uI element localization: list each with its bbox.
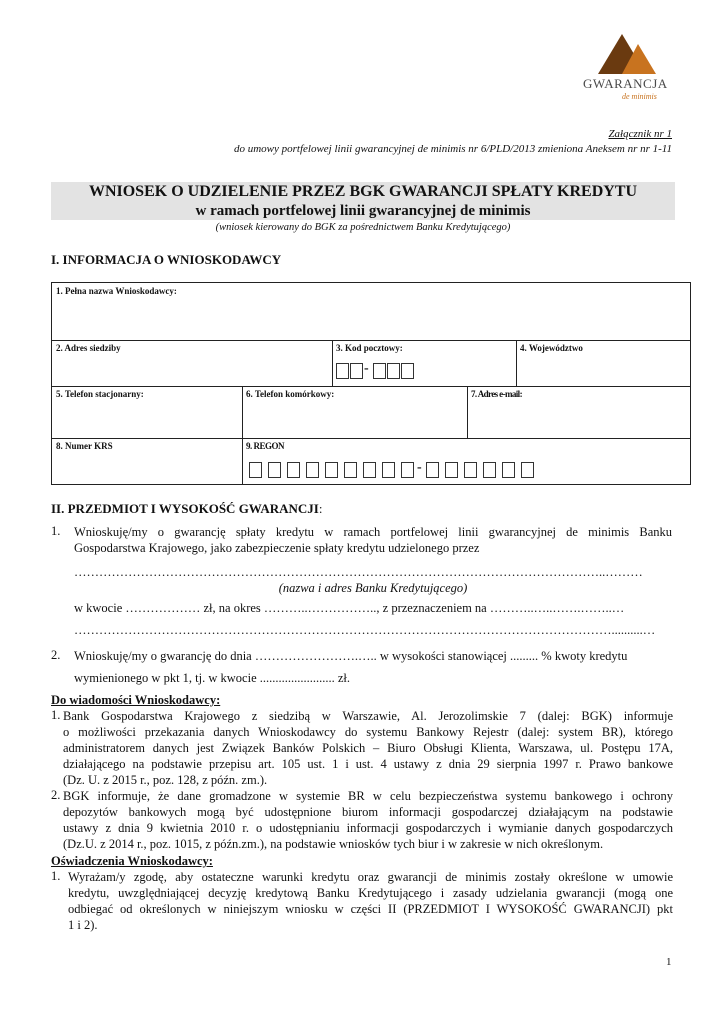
field-regon[interactable]: 9. REGON xyxy=(246,441,285,451)
bank-name-field[interactable]: ………………………………………………………………………………………………………………..……… xyxy=(74,565,643,579)
regon-digit-box[interactable] xyxy=(426,462,439,478)
field-voivodeship[interactable]: 4. Województwo xyxy=(520,343,583,353)
field-landline-phone[interactable]: 5. Telefon stacjonarny: xyxy=(56,389,144,399)
field-address[interactable]: 2. Adres siedziby xyxy=(56,343,121,353)
regon-digit-box[interactable] xyxy=(401,462,414,478)
field-mobile-phone[interactable]: 6. Telefon komórkowy: xyxy=(246,389,335,399)
gwarancja-logo-icon xyxy=(598,34,656,76)
regon-digit-box[interactable] xyxy=(382,462,395,478)
declarations-heading: Oświadczenia Wnioskodawcy: xyxy=(51,854,213,868)
regon-digit-box[interactable] xyxy=(464,462,477,478)
regon-digit-box[interactable] xyxy=(325,462,338,478)
declaration-1-text: Wyrażam/y zgodę, aby ostateczne warunki kredytu oraz gwarancji de minimis zostały określone w umowie kredytu, uwzględniającej decyzję kredytową Banku Kredytującego i zasady udzielania gwarancji (mogą one odbiegać od określonych w niniejszym wniosku w części II (PRZEDMIOT I WYSOKOŚĆ GWARANCJI) pkt 1 i 2). xyxy=(68,870,673,932)
regon-digit-box[interactable] xyxy=(287,462,300,478)
section-2-heading: II. PRZEDMIOT I WYSOKOŚĆ GWARANCJI: xyxy=(51,501,323,516)
field-full-name[interactable]: 1. Pełna nazwa Wnioskodawcy: xyxy=(56,286,177,296)
notice-1-text: Bank Gospodarstwa Krajowego z siedzibą w Warszawie, Al. Jerozolimskie 7 (dalej: BGK) informuje o możliwości przekazania danych Wnioskodawcy do systemu Bankowy Rejestr (dalej: system BR), którego administratorem danych jest Związek Banków Polskich – Biuro Obsługi Klienta, Warszawa, ul. Postępu 17A, działającego na podstawie przepisu art. 105 ust. 1 i ust. 4 ustawy z dnia 29 sierpnia 1997 r. Prawo bankowe (Dz. U. z 2015 r., poz. 128, z późn. zm.). xyxy=(63,709,673,787)
bank-caption: (nazwa i adres Banku Kredytującego) xyxy=(278,581,468,595)
postal-digit-box[interactable] xyxy=(336,363,349,379)
postal-digit-box[interactable] xyxy=(350,363,363,379)
applicant-info-table: 1. Pełna nazwa Wnioskodawcy: 2. Adres siedziby 3. Kod pocztowy: 4. Województwo 5. Telefon stacjonarny: 6. Telefon komórkowy: 7. Adres e-mail: 8. Numer KRS 9. REGON - - xyxy=(51,282,691,485)
regon-digit-box[interactable] xyxy=(363,462,376,478)
notice-heading: Do wiadomości Wnioskodawcy: xyxy=(51,693,221,707)
regon-digit-box[interactable] xyxy=(483,462,496,478)
item-1-text: Wnioskuję/my o gwarancję spłaty kredytu w ramach portfelowej linii gwarancyjnej de minimis Banku Gospodarstwa Krajowego, jako zabezpieczenie spłaty kredytu udzielonego przez xyxy=(74,525,672,555)
notice-2-text: BGK informuje, że dane gromadzone w systemie BR w celu bezpieczeństwa systemu bankowego i ochrony depozytów bankowych mogą być udostępnione biurom informacji gospodarczej działającym na podstawie ustawy z dnia 9 kwietnia 2010 r. o udostępnianiu informacji gospodarczych i wymianie danych gospodarczych (Dz.U. z 2014 r., poz. 1015, z późn.zm.), na podstawie wniosków tych biur i w zakresie w nich określonym. xyxy=(63,789,673,851)
amount-period-purpose-line[interactable]: w kwocie ……………… zł, na okres ………..…………….., z przeznaczeniem na ………..…..…….……..… xyxy=(74,601,625,615)
regon-digit-box[interactable] xyxy=(502,462,515,478)
postal-digit-box[interactable] xyxy=(401,363,414,379)
section-1-heading: I. INFORMACJA O WNIOSKODAWCY xyxy=(51,252,282,267)
annex-description: do umowy portfelowej linii gwarancyjnej de minimis nr 6/PLD/2013 zmieniona Aneksem nr nr 1-11 xyxy=(233,143,672,155)
field-email[interactable]: 7. Adres e-mail: xyxy=(471,389,522,399)
postal-digit-box[interactable] xyxy=(387,363,400,379)
regon-digit-box[interactable] xyxy=(521,462,534,478)
annex-label: Załącznik nr 1 xyxy=(608,128,672,140)
regon-digit-box[interactable] xyxy=(306,462,319,478)
item-2-number: 2. xyxy=(51,648,61,662)
item-2-line-1[interactable]: Wnioskuję/my o gwarancję do dnia …………………….….. w wysokości stanowiącej ......... % kwoty kredytu xyxy=(74,649,628,663)
notice-2-number: 2. xyxy=(51,788,61,802)
regon-digit-box[interactable] xyxy=(445,462,458,478)
declaration-1-number: 1. xyxy=(51,869,61,883)
notice-1-number: 1. xyxy=(51,708,61,722)
purpose-continuation-field[interactable]: …………………………………………………………………………………………………………………..........… xyxy=(74,623,656,637)
document-note: (wniosek kierowany do BGK za pośrednictwem Banku Kredytującego) xyxy=(215,222,511,233)
field-postal-code[interactable]: 3. Kod pocztowy: xyxy=(336,343,403,353)
logo-subtitle: de minimis xyxy=(622,92,657,101)
regon-digit-box[interactable] xyxy=(344,462,357,478)
field-krs[interactable]: 8. Numer KRS xyxy=(56,441,113,451)
document-title: WNIOSEK O UDZIELENIE PRZEZ BGK GWARANCJI SPŁATY KREDYTU xyxy=(88,183,638,200)
regon-digit-box[interactable] xyxy=(249,462,262,478)
postal-digit-box[interactable] xyxy=(373,363,386,379)
page-number: 1 xyxy=(666,956,672,968)
regon-digit-box[interactable] xyxy=(268,462,281,478)
document-subtitle: w ramach portfelowej linii gwarancyjnej de minimis xyxy=(195,203,531,219)
item-1-number: 1. xyxy=(51,524,61,538)
logo-name: GWARANCJA xyxy=(583,76,668,91)
item-2-line-2[interactable]: wymienionego w pkt 1, tj. w kwocie ........................ zł. xyxy=(74,671,351,685)
